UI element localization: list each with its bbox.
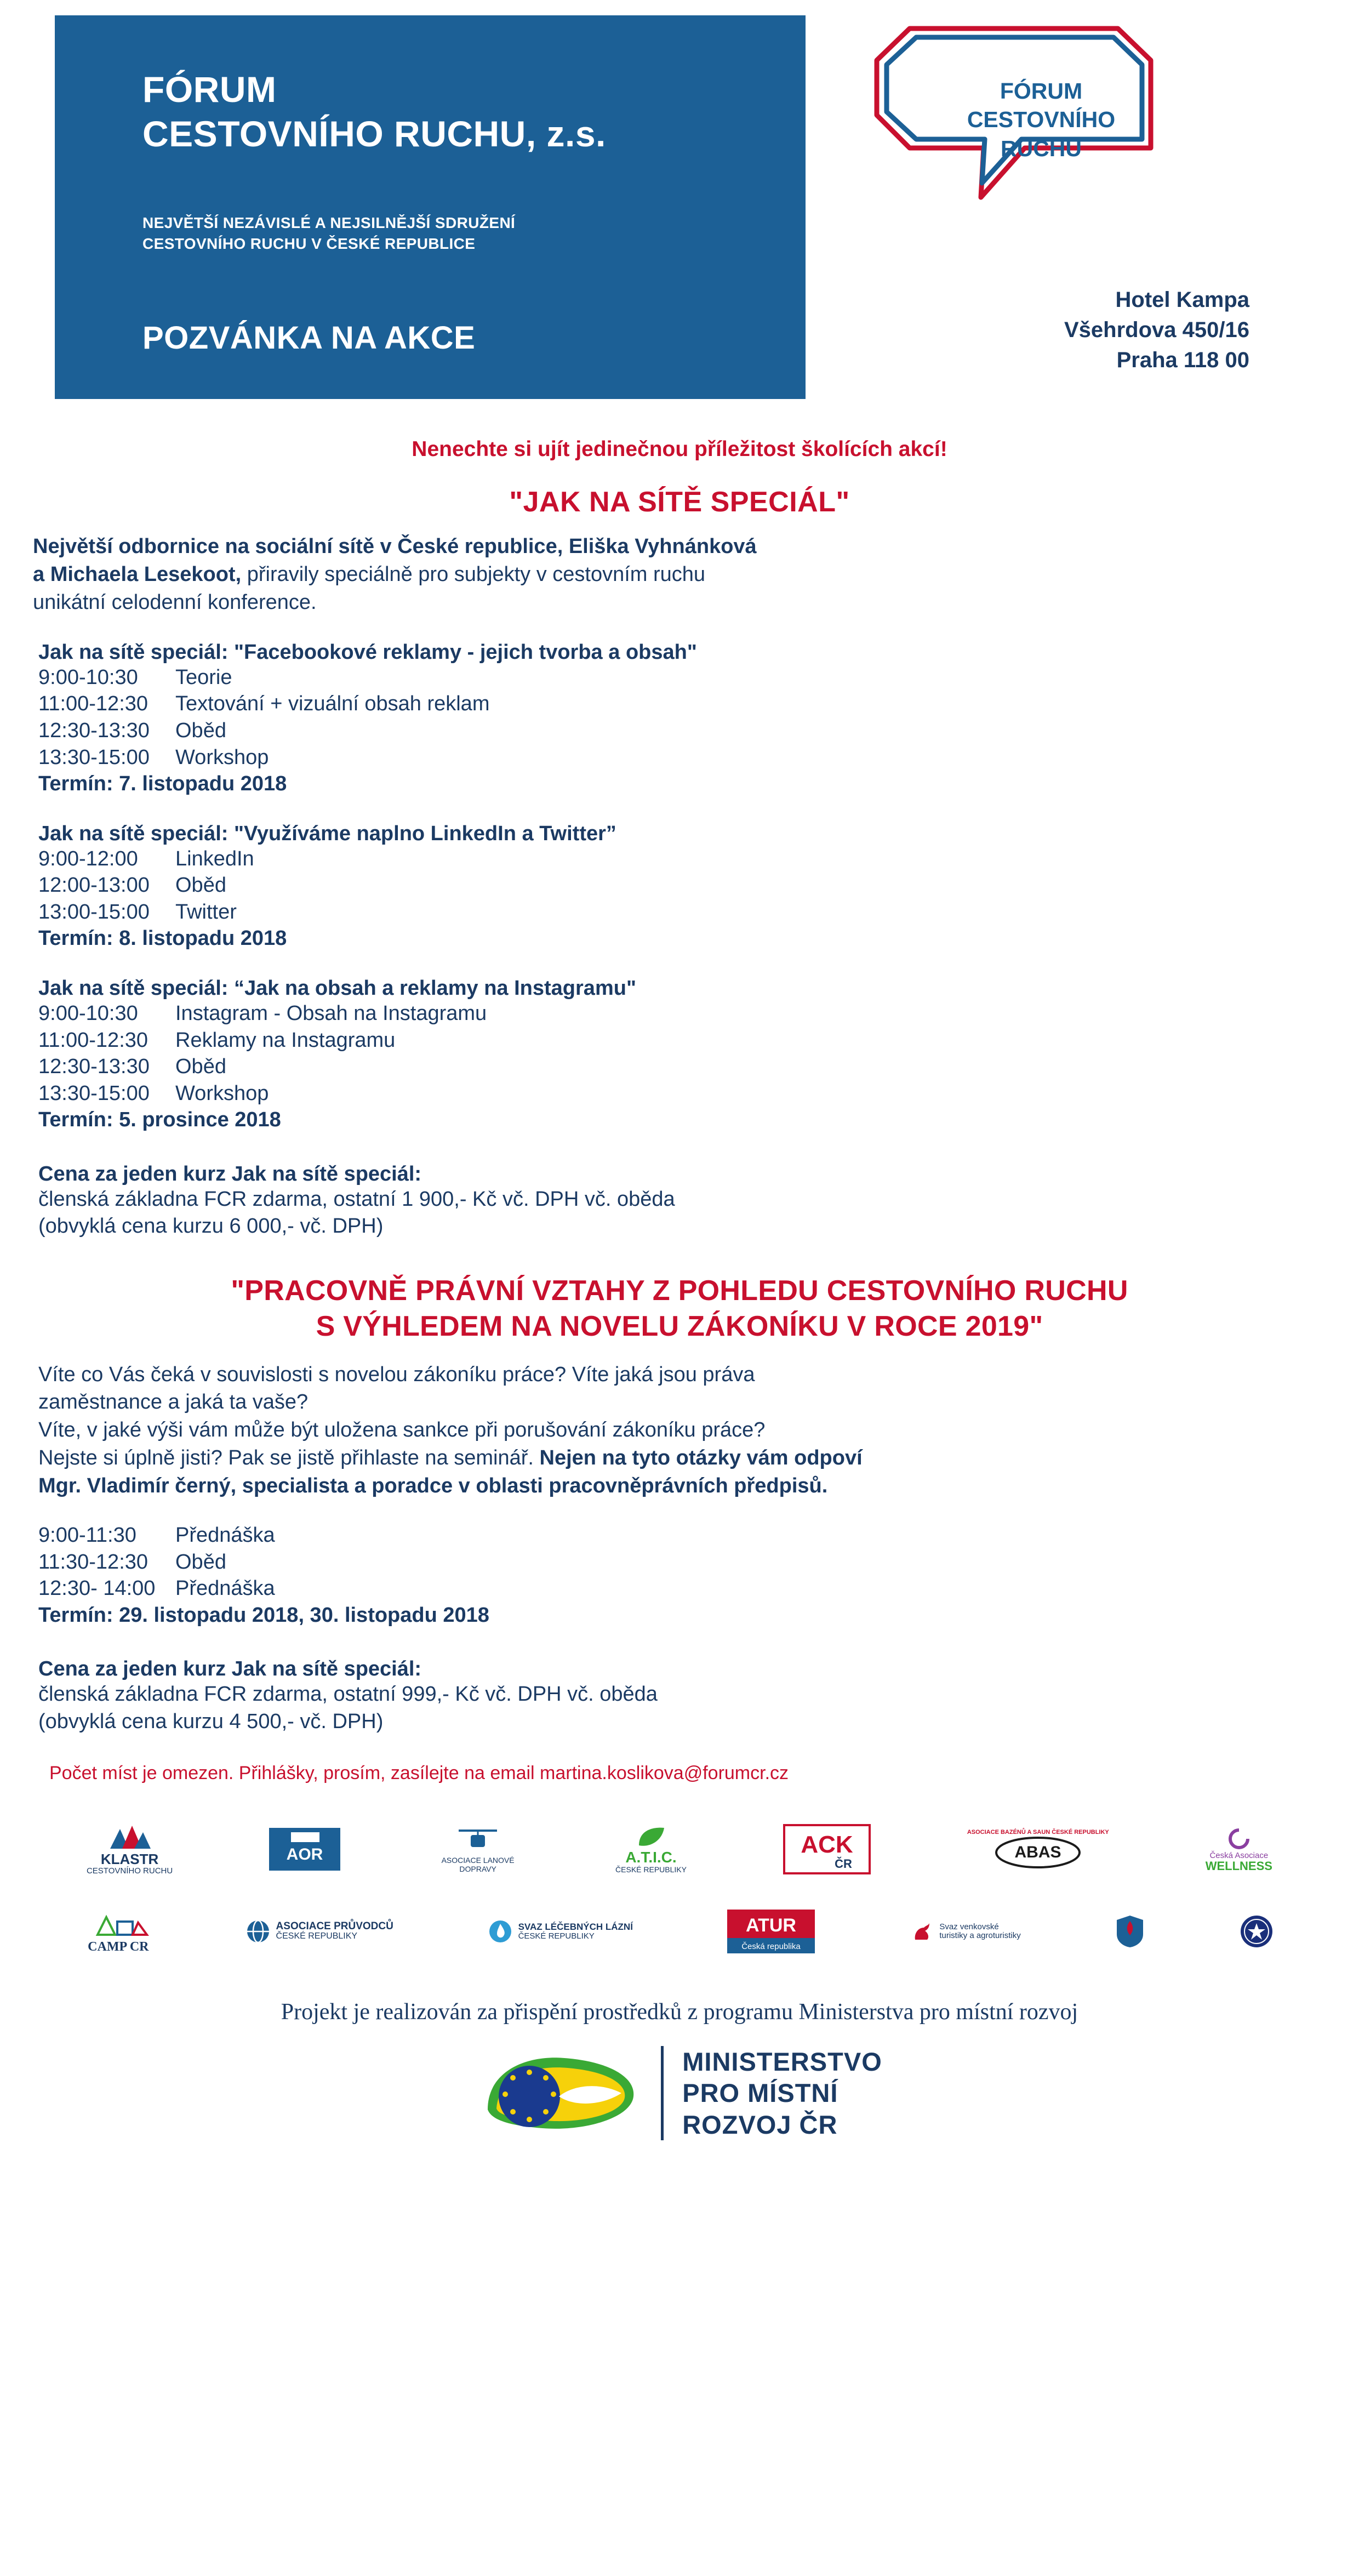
course-1-schedule-row [38, 717, 1321, 744]
section1-intro-line2 [33, 561, 1326, 589]
svg-text:AOR: AOR [286, 1845, 323, 1864]
section2-schedule-block [0, 1500, 1359, 1629]
course-3-term: Termín: 5. prosince 2018 [38, 1108, 281, 1132]
course-1-schedule-row [38, 664, 1321, 691]
course-3-schedule-row [38, 1027, 1321, 1054]
globe-icon [245, 1919, 271, 1944]
organization-subtitle [142, 213, 515, 254]
schedule-time: 12:30-13:30 [38, 719, 150, 742]
section2-title-line2: S VÝHLEDEM NA NOVELU ZÁKONÍKU V ROCE 2019" [316, 1310, 1043, 1342]
section2-intro [0, 1361, 1359, 1501]
logo-text-line3: RUCHU [1000, 135, 1082, 161]
schedule-time: 11:00-12:30 [38, 692, 149, 716]
schedule-time: 11:30-12:30 [38, 1550, 149, 1574]
partner-subtitle: ČESKÉ REPUBLIKY [615, 1865, 687, 1874]
partner-name: Svaz venkovské [939, 1922, 999, 1931]
cablecar-icon [456, 1825, 499, 1856]
invitation-heading: POZVÁNKA NA AKCE [142, 320, 476, 356]
partner-subtitle: ASOCIACE LANOVÉ DOPRAVY [441, 1856, 515, 1874]
section2-title [0, 1273, 1359, 1344]
section2-term: Termín: 29. listopadu 2018, 30. listopadu 2018 [38, 1603, 489, 1627]
schedule-desc: Oběd [175, 1550, 226, 1574]
atur-logo [727, 1893, 815, 1970]
section2-price-block [0, 1657, 1359, 1735]
ministry-logo-block [0, 2044, 1359, 2142]
section2-para-line4-normal: Nejste si úplně jisti? Pak se jistě přihlaste na seminář. [38, 1446, 540, 1470]
section1-price-line2: (obvyklá cena kurzu 6 000,- vč. DPH) [38, 1215, 384, 1238]
schedule-time: 13:30-15:00 [38, 1081, 150, 1105]
section2-schedule-row [38, 1522, 1321, 1549]
svg-text:ČR: ČR [835, 1857, 852, 1871]
course-3-schedule-row [38, 1053, 1321, 1080]
svg-text:ATUR: ATUR [745, 1915, 796, 1936]
page-content [0, 437, 1359, 2142]
schedule-desc: Oběd [175, 874, 226, 897]
course-1-heading: Jak na sítě speciál: "Facebookové reklamy - jejich tvorba a obsah" [38, 640, 697, 664]
partner-subtitle: ČESKÉ REPUBLIKY [518, 1931, 595, 1941]
section2-price-line1: členská základna FCR zdarma, ostatní 999,- Kč vč. DPH vč. oběda [38, 1683, 658, 1706]
schedule-desc: Textování + vizuální obsah reklam [175, 692, 490, 716]
section1-intro-line3: unikátní celodenní konference. [33, 590, 317, 614]
schedule-time: 12:30- 14:00 [38, 1577, 156, 1600]
schedule-time: 9:00-10:30 [38, 665, 138, 689]
section2-price-heading: Cena za jeden kurz Jak na sítě speciál: [38, 1657, 422, 1681]
schedule-desc: Přednáška [175, 1524, 275, 1547]
partner-name: WELLNESS [1205, 1859, 1272, 1873]
klastr-mark-icon [104, 1823, 156, 1852]
logo-text [932, 77, 1151, 163]
partner-name: CAMP CR [88, 1940, 149, 1954]
course-3-heading: Jak na sítě speciál: “Jak na obsah a reklamy na Instagramu" [38, 976, 636, 1000]
course-3-schedule-row [38, 1000, 1321, 1027]
ministry-emblem-icon [477, 2044, 641, 2142]
svg-text:ABAS: ABAS [1014, 1843, 1061, 1862]
venue-line2: Všehrdova 450/16 [1064, 318, 1249, 343]
course-2-schedule-row [38, 846, 1321, 873]
logo-text-line2: CESTOVNÍHO [967, 107, 1116, 133]
course-1-schedule-row [38, 744, 1321, 771]
asociace-lanove-dopravy-logo [437, 1811, 519, 1888]
schedule-desc: Instagram - Obsah na Instagramu [175, 1001, 487, 1025]
schedule-time: 12:30-13:30 [38, 1055, 150, 1079]
lead-text: Nenechte si ujít jedinečnou příležitost školících akcí! [412, 437, 947, 461]
venue-line1: Hotel Kampa [1115, 288, 1249, 312]
aor-mark-icon [269, 1828, 340, 1871]
schedule-time: 11:00-12:30 [38, 1028, 149, 1052]
course-2-schedule-row [38, 872, 1321, 899]
partner-subtitle: turistiky a agroturistiky [939, 1931, 1021, 1940]
schedule-time: 9:00-10:30 [38, 1001, 138, 1025]
svaz-lecebnych-lazni-logo [488, 1893, 633, 1970]
atur-mark-icon [727, 1910, 815, 1953]
svg-text:ACK: ACK [801, 1831, 853, 1859]
shield-emblem-icon [1115, 1913, 1145, 1950]
registration-note: Počet míst je omezen. Přihlášky, prosím, zasílejte na email martina.koslikova@forumcr.cz [49, 1763, 789, 1784]
schedule-time: 12:00-13:00 [38, 874, 150, 897]
aor-logo [269, 1811, 340, 1888]
section1-intro-line1: Největší odbornice na sociální sítě v České republice, Eliška Vyhnánková [33, 535, 757, 558]
section2-schedule-row [38, 1549, 1321, 1576]
svaz-venkovske-turistiky-logo [909, 1893, 1020, 1970]
rooster-icon [909, 1919, 934, 1944]
ceska-asociace-wellness-logo [1206, 1811, 1272, 1888]
asociace-hotelu-logo [1115, 1893, 1145, 1970]
partner-logos [0, 1808, 1359, 1989]
partner-name: ASOCIACE PRŮVODCŮ [276, 1920, 393, 1933]
schedule-desc: Teorie [175, 665, 232, 689]
schedule-time: 9:00-12:00 [38, 847, 138, 870]
partner-logos-row-2 [0, 1890, 1359, 1973]
section1-title: "JAK NA SÍTĚ SPECIÁL" [509, 486, 850, 518]
abas-cr-logo [967, 1811, 1109, 1888]
partner-name: A.T.I.C. [625, 1849, 677, 1866]
partner-name: SVAZ LÉČEBNÝCH LÁZNÍ [518, 1922, 633, 1932]
course-block-2 [0, 822, 1359, 953]
abas-mark-icon [994, 1836, 1082, 1870]
section2-para-line4 [38, 1444, 1321, 1472]
atic-logo [615, 1811, 687, 1888]
logo-text-line1: FÓRUM [1000, 78, 1083, 104]
partner-subtitle: ČESKÉ REPUBLIKY [276, 1931, 358, 1941]
schedule-desc: Oběd [175, 1055, 226, 1079]
course-1-term: Termín: 7. listopadu 2018 [38, 772, 287, 796]
section2-para-line4-bold: Nejen na tyto otázky vám odpoví [539, 1446, 863, 1470]
organization-subtitle-line1: NEJVĚTŠÍ NEZÁVISLÉ A NEJSILNĚJŠÍ SDRUŽENÍ [142, 214, 516, 231]
organization-subtitle-line2: CESTOVNÍHO RUCHU V ČESKÉ REPUBLICE [142, 235, 476, 252]
schedule-time: 9:00-11:30 [38, 1524, 136, 1547]
spa-drop-icon [488, 1919, 513, 1944]
partner-logos-row-1 [0, 1808, 1359, 1890]
ministry-name-line1: MINISTERSTVO [682, 2047, 882, 2077]
course-2-schedule-row [38, 899, 1321, 926]
svg-text:Česká republika: Česká republika [741, 1942, 801, 1952]
schedule-desc: Workshop [175, 1081, 269, 1105]
klastr-cestovniho-ruchu-logo [87, 1811, 173, 1888]
project-funding-line: Projekt je realizován za přispění prostředků z programu Ministerstva pro místní rozvoj [281, 1999, 1078, 2025]
section2-price-line2: (obvyklá cena kurzu 4 500,- vč. DPH) [38, 1709, 384, 1733]
venue-address [1064, 285, 1249, 376]
section1-intro [0, 533, 1359, 617]
schedule-desc: Workshop [175, 745, 269, 769]
partner-subtitle: ASOCIACE BAZÉNŮ A SAUN ČESKÉ REPUBLIKY [967, 1828, 1109, 1836]
course-block-3 [0, 977, 1359, 1134]
section1-price-heading: Cena za jeden kurz Jak na sítě speciál: [38, 1162, 422, 1186]
organization-title [142, 67, 606, 156]
atic-leaf-icon [635, 1825, 667, 1850]
venue-line3: Praha 118 00 [1116, 348, 1249, 373]
course-2-term: Termín: 8. listopadu 2018 [38, 927, 287, 950]
asociace-pruvodcu-cr-logo [245, 1893, 393, 1970]
section2-para-line3: Víte, v jaké výši vám může být uložena sankce při porušování zákoníku práce? [38, 1418, 766, 1442]
spacer [38, 1500, 1321, 1522]
schedule-desc: Přednáška [175, 1577, 275, 1600]
schedule-desc: Twitter [175, 900, 237, 924]
section2-title-line1: "PRACOVNĚ PRÁVNÍ VZTAHY Z POHLEDU CESTOVNÍHO RUCHU [231, 1274, 1128, 1307]
schedule-desc: Reklamy na Instagramu [175, 1028, 396, 1052]
page-header [0, 0, 1359, 417]
wellness-swirl-icon [1227, 1827, 1251, 1851]
campcr-logo [85, 1893, 151, 1970]
organization-title-line2: CESTOVNÍHO RUCHU, z.s. [142, 113, 606, 154]
forum-cestovniho-ruchu-logo [844, 22, 1184, 241]
section1-intro-line2-bold: a Michaela Lesekoot, [33, 562, 242, 586]
ministry-name [661, 2046, 882, 2140]
ministry-name-line3: ROZVOJ ČR [682, 2110, 838, 2139]
asociace-logo-modre [1240, 1893, 1274, 1970]
camp-icon [85, 1910, 151, 1940]
schedule-time: 13:00-15:00 [38, 900, 150, 924]
section2-para-line2: zaměstnance a jaká ta vaše? [38, 1390, 309, 1414]
section2-para-line5: Mgr. Vladimír černý, specialista a poradce v oblasti pracovněprávních předpisů. [38, 1474, 828, 1498]
schedule-desc: Oběd [175, 719, 226, 742]
course-block-1 [0, 641, 1359, 798]
course-2-heading: Jak na sítě speciál: "Využíváme naplno LinkedIn a Twitter” [38, 822, 616, 845]
ack-mark-icon [783, 1824, 871, 1874]
section1-intro-line2-rest: přiravily speciálně pro subjekty v cestovním ruchu [241, 562, 706, 586]
section2-para-line1: Víte co Vás čeká v souvislosti s novelou zákoníku práce? Víte jaká jsou práva [38, 1363, 755, 1386]
course-1-schedule-row [38, 691, 1321, 717]
ack-cr-logo [783, 1811, 871, 1888]
partner-name: KLASTR [100, 1850, 159, 1867]
schedule-time: 13:30-15:00 [38, 745, 150, 769]
header-banner [55, 15, 806, 399]
schedule-desc: LinkedIn [175, 847, 254, 870]
section2-schedule-row [38, 1575, 1321, 1602]
section1-price-line1: členská základna FCR zdarma, ostatní 1 900,- Kč vč. DPH vč. oběda [38, 1187, 675, 1211]
partner-subtitle: Česká Asociace [1209, 1850, 1269, 1860]
course-3-schedule-row [38, 1080, 1321, 1107]
partner-subtitle: CESTOVNÍHO RUCHU [86, 1866, 173, 1876]
organization-title-line1: FÓRUM [142, 69, 277, 110]
circular-emblem-icon [1240, 1914, 1274, 1948]
section1-price-block [0, 1162, 1359, 1240]
ministry-name-line2: PRO MÍSTNÍ [682, 2078, 838, 2108]
